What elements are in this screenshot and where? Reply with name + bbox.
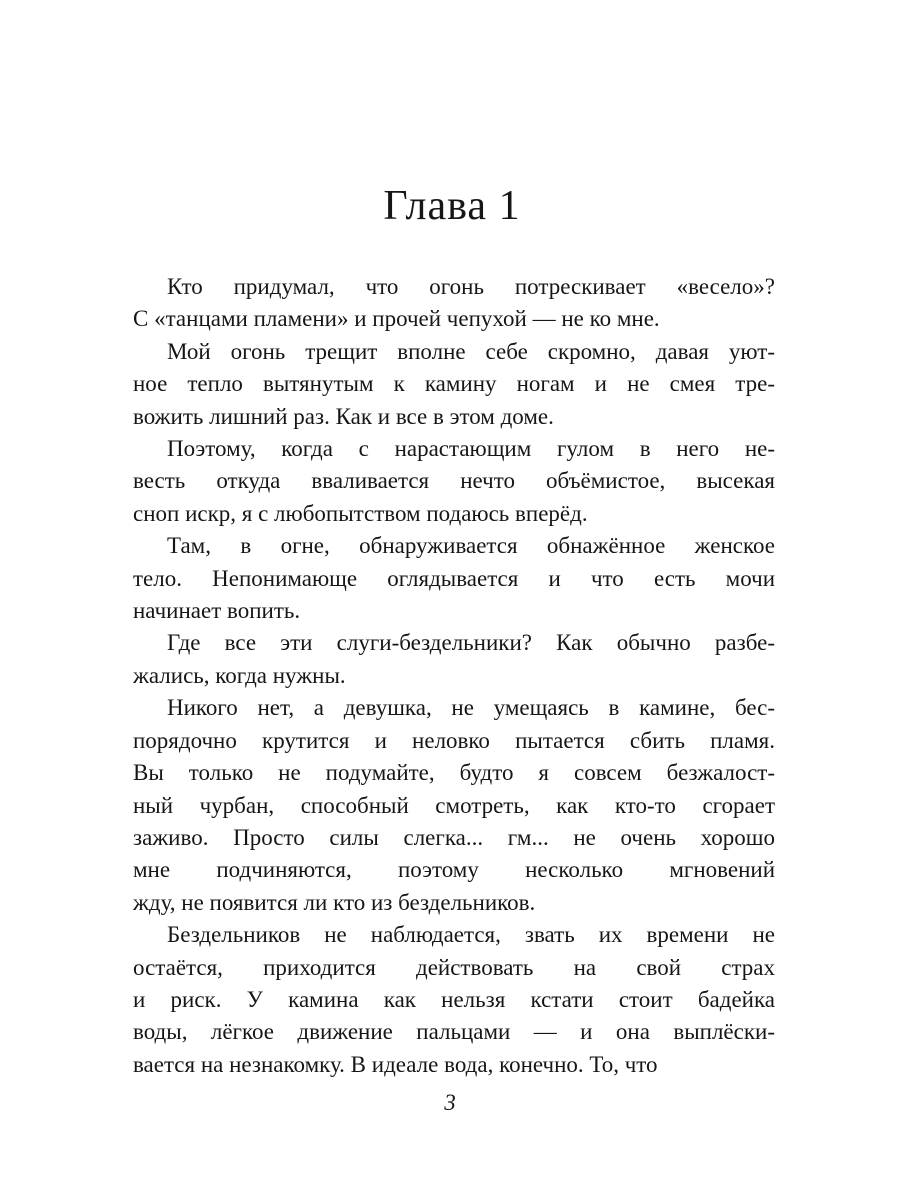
text-line: порядочно крутится и неловко пытается сбить пламя. — [133, 727, 775, 753]
text-line: воды, лёгкое движение пальцами — и она выплёски- — [133, 1019, 775, 1045]
paragraph — [133, 530, 775, 627]
text-line: жались, когда нужны. — [133, 662, 346, 688]
text-line: сноп искр, я с любопытством подаюсь вперёд. — [133, 500, 588, 526]
body-text — [133, 271, 775, 1081]
paragraph — [133, 692, 775, 919]
text-line: мне подчиняются, поэтому несколько мгновений — [133, 857, 775, 883]
paragraph — [133, 433, 775, 530]
paragraph — [133, 919, 775, 1081]
text-line: Кто придумал, что огонь потрескивает «весело»? — [167, 274, 775, 299]
text-line: жду, не появится ли кто из бездельников. — [133, 889, 536, 915]
text-line: Поэтому, когда с нарастающим гулом в него не- — [167, 436, 775, 462]
paragraph — [133, 271, 775, 336]
text-line: остаётся, приходится действовать на свой страх — [133, 954, 775, 980]
text-line: Никого нет, а девушка, не умещаясь в камине, бес- — [167, 695, 775, 721]
paragraph — [133, 627, 775, 692]
text-line: ный чурбан, способный смотреть, как кто-то сгорает — [133, 792, 775, 818]
text-line: вается на незнакомку. В идеале вода, конечно. То, что — [133, 1051, 658, 1077]
text-line: Мой огонь трещит вполне себе скромно, давая уют- — [167, 338, 775, 364]
page-number: 3 — [444, 1090, 456, 1115]
text-line: весть откуда вваливается нечто объёмистое, высекая — [133, 468, 775, 494]
text-line: вожить лишний раз. Как и все в этом доме. — [133, 403, 554, 429]
text-line: начинает вопить. — [133, 598, 301, 624]
text-line: Где все эти слуги-бездельники? Как обычно разбе- — [167, 630, 775, 656]
text-line: заживо. Просто силы слегка... гм... не очень хорошо — [133, 824, 775, 850]
text-line: Там, в огне, обнаруживается обнажённое женское — [167, 533, 775, 559]
text-line: С «танцами пламени» и прочей чепухой — не ко мне. — [133, 306, 660, 332]
text-line: тело. Непонимающе оглядывается и что есть мочи — [133, 565, 775, 591]
paragraph — [133, 336, 775, 433]
text-line: и риск. У камина как нельзя кстати стоит бадейка — [133, 986, 775, 1012]
text-line: Бездельников не наблюдается, звать их времени не — [167, 922, 775, 948]
chapter-title: Глава 1 — [383, 183, 521, 229]
text-line: Вы только не подумайте, будто я совсем безжалост- — [133, 760, 775, 786]
text-line: ное тепло вытянутым к камину ногам и не смея тре- — [133, 371, 775, 397]
